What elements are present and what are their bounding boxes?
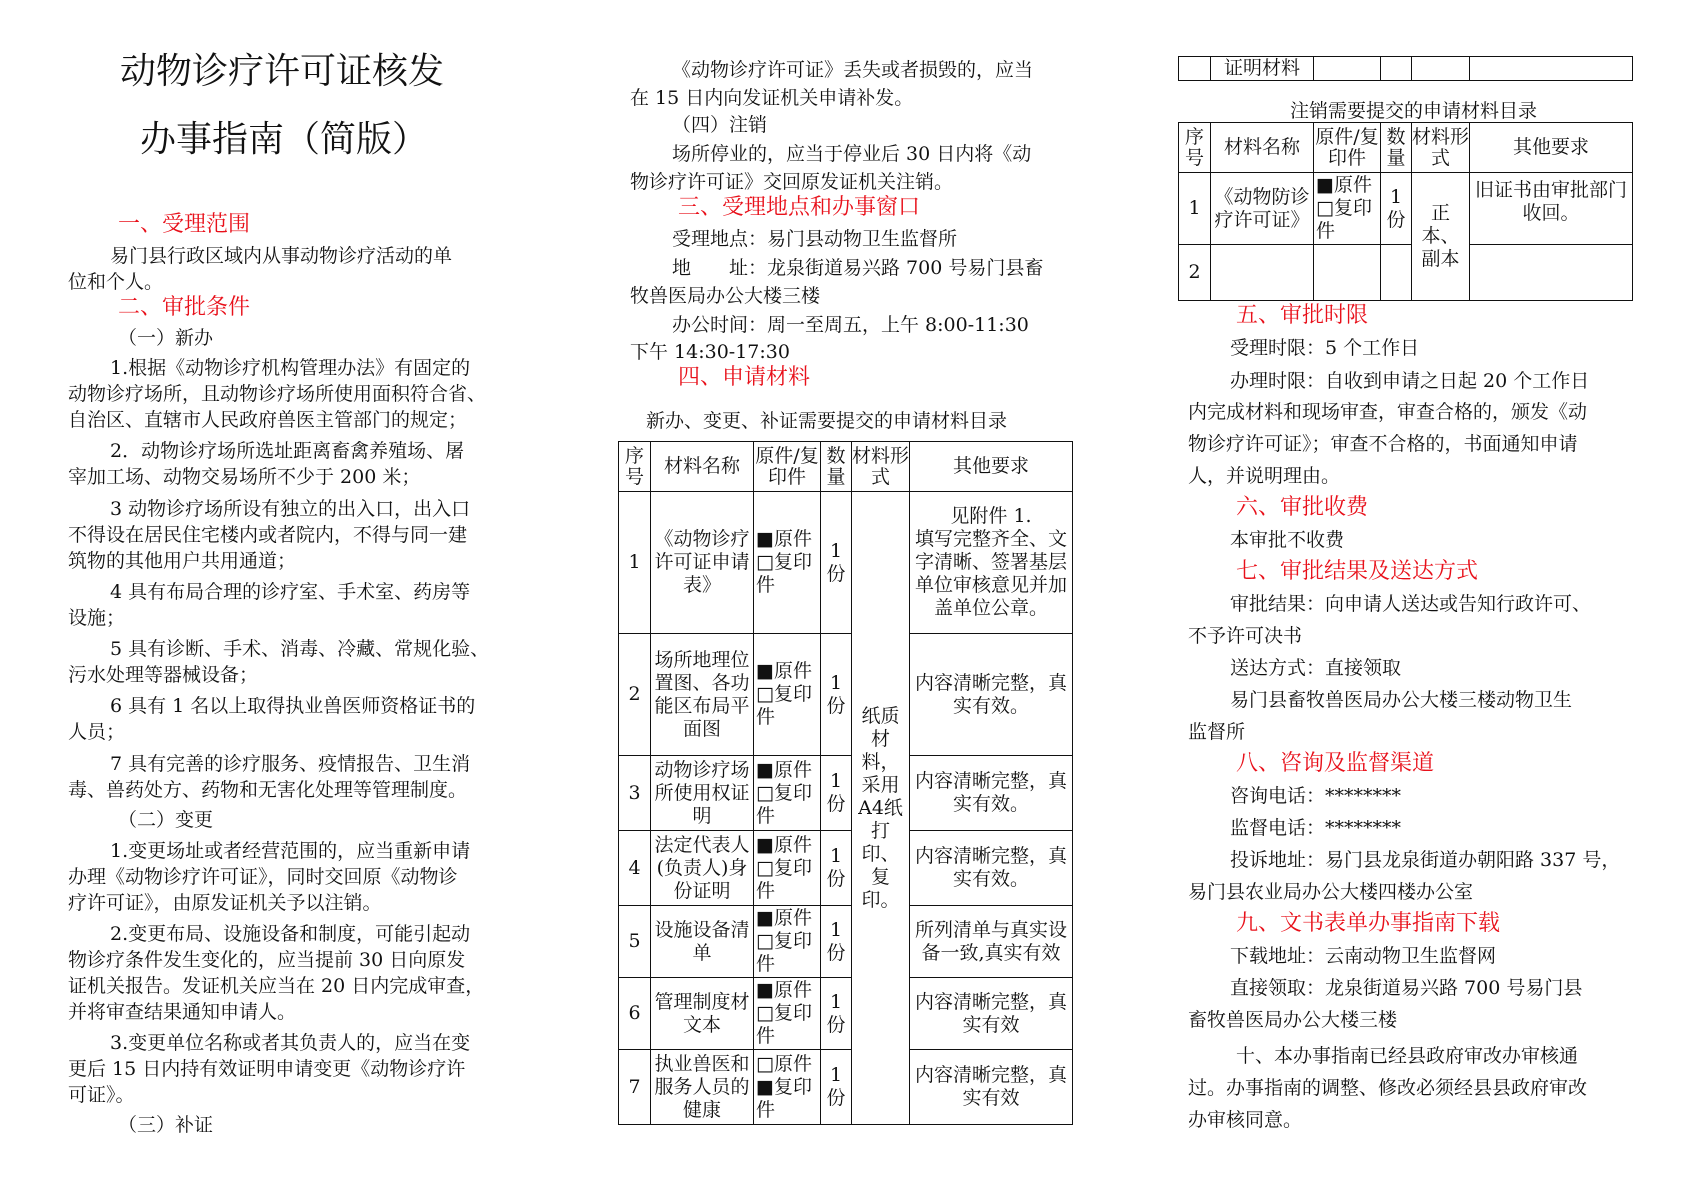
paragraph-line: 场所停业的，应当于停业后 30 日内将《动 bbox=[672, 143, 1032, 165]
paragraph-line: 下午 14:30-17:30 bbox=[630, 341, 790, 363]
row-no: 5 bbox=[619, 906, 651, 978]
paragraph-line: 2．动物诊疗场所选址距离畜禽养殖场、屠 bbox=[110, 440, 465, 462]
orig-checkbox: ■原件 bbox=[756, 833, 812, 856]
row-req: 内容清晰完整，真实有效。 bbox=[910, 634, 1073, 756]
copy-checkbox: □复印件 bbox=[756, 930, 812, 975]
row-no: 2 bbox=[1179, 245, 1211, 301]
paragraph-line: 4 具有布局合理的诊疗室、手术室、药房等 bbox=[110, 581, 471, 603]
orig-checkbox: ■原件 bbox=[756, 907, 812, 929]
table1-caption: 新办、变更、补证需要提交的申请材料目录 bbox=[646, 410, 1008, 432]
orig-checkbox: ■原件 bbox=[756, 979, 812, 1001]
paragraph-line: 6 具有 1 名以上取得执业兽医师资格证书的 bbox=[110, 695, 476, 717]
row-req: 旧证书由审批部门收回。 bbox=[1470, 173, 1633, 245]
row-no: 7 bbox=[619, 1050, 651, 1125]
orig-checkbox: ■原件 bbox=[756, 660, 812, 682]
row-qty: 1份 bbox=[821, 634, 852, 756]
section-heading-fees: 六、审批收费 bbox=[1236, 495, 1369, 520]
row-name: 执业兽医和服务人员的健康 bbox=[651, 1050, 754, 1125]
row-qty: 1份 bbox=[821, 831, 852, 906]
section-heading-download: 九、文书表单办事指南下载 bbox=[1236, 911, 1501, 936]
copy-checkbox: □复印件 bbox=[756, 781, 812, 827]
orig-checkbox: ■原件 bbox=[756, 528, 812, 550]
paragraph-line: 本审批不收费 bbox=[1230, 529, 1345, 551]
paragraph-line: 审批结果：向申请人送达或告知行政许可、 bbox=[1230, 593, 1592, 615]
paragraph-line: 投诉地址：易门县龙泉街道办朝阳路 337 号， bbox=[1230, 849, 1621, 871]
header-req-text: 其他要求 bbox=[952, 455, 1029, 477]
paragraph-line: 受理地点：易门县动物卫生监督所 bbox=[672, 228, 958, 250]
paragraph-line: 《动物诊疗许可证》丢失或者损毁的，应当 bbox=[672, 59, 1034, 81]
paragraph-line: 宰加工场、动物交易场所不少于 200 米； bbox=[68, 466, 421, 488]
header-form-text: 材料形式 bbox=[852, 444, 910, 488]
header-req-text: 其他要求 bbox=[1512, 136, 1589, 158]
paragraph-line: 人员； bbox=[68, 721, 126, 743]
paragraph-line: 不予许可决书 bbox=[1188, 625, 1303, 647]
row-qty: 1份 bbox=[821, 906, 852, 978]
paragraph-line: 过。办事指南的调整、修改必须经县县政府审改 bbox=[1188, 1077, 1588, 1099]
row-req: 所列清单与真实设备一致,真实有效 bbox=[910, 906, 1073, 978]
paragraph-line: 易门县畜牧兽医局办公大楼三楼动物卫生 bbox=[1230, 689, 1573, 711]
paragraph-line: 办审核同意。 bbox=[1188, 1109, 1303, 1131]
row-req: 内容清晰完整，真实有效。 bbox=[910, 831, 1073, 906]
paragraph-line: 易门县农业局办公大楼四楼办公室 bbox=[1188, 881, 1474, 903]
paragraph-line: 污水处理等器械设备； bbox=[68, 664, 259, 686]
row-no: 1 bbox=[619, 492, 651, 634]
document-title-line1: 动物诊疗许可证核发 bbox=[120, 51, 445, 92]
paragraph-line: 办理《动物诊疗许可证》，同时交回原《动物诊 bbox=[68, 866, 458, 888]
copy-checkbox: □复印件 bbox=[1316, 197, 1372, 242]
row-qty: 1份 bbox=[821, 756, 852, 831]
paragraph-line: 可证》。 bbox=[68, 1084, 135, 1106]
paragraph-line: 设施； bbox=[68, 607, 126, 629]
paragraph-line: 畜牧兽医局办公大楼三楼 bbox=[1188, 1009, 1398, 1031]
paragraph-line: 受理时限：5 个工作日 bbox=[1230, 337, 1420, 359]
subheading-new: （一）新办 bbox=[118, 327, 214, 349]
paragraph-line: 物诊疗条件发生变化的，应当提前 30 日向原发 bbox=[68, 949, 466, 971]
paragraph-line: 自治区、直辖市人民政府兽医主管部门的规定； bbox=[68, 409, 468, 431]
row-name: 《动物防诊疗许可证》 bbox=[1211, 173, 1314, 245]
paragraph-line: 牧兽医局办公大楼三楼 bbox=[630, 285, 821, 307]
row-qty: 1份 bbox=[1381, 173, 1412, 245]
copy-checkbox: □复印件 bbox=[756, 551, 812, 596]
row-name: 场所地理位置图、各功能区布局平面图 bbox=[651, 634, 754, 756]
row-name: 《动物诊疗许可证申请表》 bbox=[651, 492, 754, 634]
paragraph-line: 人，并说明理由。 bbox=[1188, 465, 1341, 487]
consult-phone: 咨询电话：******** bbox=[1230, 785, 1402, 807]
header-qty-text: 数量 bbox=[1386, 125, 1406, 169]
paragraph-line: 下载地址：云南动物卫生监督网 bbox=[1230, 945, 1497, 967]
orig-checkbox: ■原件 bbox=[1316, 174, 1372, 196]
paragraph-line: 办理时限：自收到申请之日起 20 个工作日 bbox=[1230, 370, 1590, 392]
header-qty-text: 数量 bbox=[826, 444, 846, 488]
section-heading-consult: 八、咨询及监督渠道 bbox=[1236, 751, 1435, 776]
row-form: 正本、副本 bbox=[1412, 173, 1470, 301]
orig-checkbox: □原件 bbox=[756, 1052, 812, 1075]
paragraph-line: 位和个人。 bbox=[68, 271, 164, 293]
row-no: 6 bbox=[619, 978, 651, 1050]
copy-checkbox: □复印件 bbox=[756, 856, 812, 902]
row-qty: 1份 bbox=[821, 492, 852, 634]
row-name: 证明材料 bbox=[1211, 57, 1314, 81]
row-req: 见附件 1. 填写完整齐全、文字清晰、签署基层单位审核意见并加盖单位公章。 bbox=[910, 492, 1073, 634]
subheading-change: （二）变更 bbox=[118, 809, 214, 831]
section-heading-materials: 四、申请材料 bbox=[678, 365, 811, 390]
paragraph-line: 十、本办事指南已经县政府审改办审核通 bbox=[1236, 1045, 1579, 1067]
paragraph-line: 2.变更布局、设施设备和制度，可能引起动 bbox=[110, 923, 471, 945]
paragraph-line: 更后 15 日内持有效证明申请变更《动物诊疗许 bbox=[68, 1058, 466, 1080]
header-orig-text: 原件/复印件 bbox=[755, 444, 819, 488]
row-no: 2 bbox=[619, 634, 651, 756]
header-no-text: 序号 bbox=[1184, 125, 1204, 169]
row-qty: 1份 bbox=[821, 1050, 852, 1125]
paragraph-line: 物诊疗许可证》；审查不合格的，书面通知申请 bbox=[1188, 433, 1578, 455]
header-name-text: 材料名称 bbox=[1223, 136, 1300, 158]
paragraph-line: 3 动物诊疗场所设有独立的出入口，出入口 bbox=[110, 498, 471, 520]
row-qty: 1份 bbox=[821, 978, 852, 1050]
paragraph-line: 毒、兽药处方、药物和无害化处理等管理制度。 bbox=[68, 779, 468, 801]
paragraph-line: 5 具有诊断、手术、消毒、冷藏、常规化验、 bbox=[110, 638, 490, 660]
paragraph-line: 筑物的其他用户共用通道； bbox=[68, 550, 297, 572]
row-req: 内容清晰完整，真实有效 bbox=[910, 978, 1073, 1050]
paragraph-line: 3.变更单位名称或者其负责人的，应当在变 bbox=[110, 1032, 471, 1054]
row-no: 3 bbox=[619, 756, 651, 831]
section-heading-scope: 一、受理范围 bbox=[118, 212, 251, 237]
paragraph-line: 地 址：龙泉街道易兴路 700 号易门县畜 bbox=[672, 257, 1044, 279]
copy-checkbox: □复印件 bbox=[756, 1002, 812, 1047]
subheading-reissue: （三）补证 bbox=[118, 1114, 214, 1136]
paragraph-line: 疗许可证》，由原发证机关予以注销。 bbox=[68, 892, 382, 914]
row-name: 动物诊疗场所使用权证明 bbox=[651, 756, 754, 831]
section-heading-conditions: 二、审批条件 bbox=[118, 295, 251, 320]
paragraph-line: 办公时间：周一至周五，上午 8:00-11:30 bbox=[672, 314, 1029, 336]
paragraph-line: 并将审查结果通知申请人。 bbox=[68, 1001, 297, 1023]
section-heading-results: 七、审批结果及送达方式 bbox=[1236, 559, 1479, 584]
paragraph-line: 送达方式：直接领取 bbox=[1230, 657, 1402, 679]
paragraph-line: 直接领取：龙泉街道易兴路 700 号易门县 bbox=[1230, 977, 1583, 999]
row-name: 设施设备清单 bbox=[651, 906, 754, 978]
row-no: 4 bbox=[619, 831, 651, 906]
row-no: 1 bbox=[1179, 173, 1211, 245]
copy-checkbox: □复印件 bbox=[756, 683, 812, 728]
paragraph-line: 在 15 日内向发证机关申请补发。 bbox=[630, 87, 914, 109]
row-req: 内容清晰完整，真实有效 bbox=[910, 1050, 1073, 1125]
paragraph-line: 内完成材料和现场审查，审查合格的，颁发《动 bbox=[1188, 401, 1588, 423]
paragraph-line: 证机关报告。发证机关应当在 20 日内完成审查， bbox=[68, 975, 485, 997]
copy-checkbox: ■复印件 bbox=[756, 1075, 812, 1121]
supervise-phone: 监督电话：******** bbox=[1230, 817, 1402, 839]
header-form-text: 材料形式 bbox=[1412, 125, 1470, 169]
section-heading-location: 三、受理地点和办事窗口 bbox=[678, 195, 921, 220]
row-form: 纸质材料，采用A4纸打印、复印。 bbox=[852, 492, 910, 1125]
row-req: 内容清晰完整，真实有效。 bbox=[910, 756, 1073, 831]
section-heading-time-limit: 五、审批时限 bbox=[1236, 303, 1369, 328]
paragraph-line: 1.变更场址或者经营范围的，应当重新申请 bbox=[110, 840, 471, 862]
row-name: 管理制度材文本 bbox=[651, 978, 754, 1050]
paragraph-line: 监督所 bbox=[1188, 721, 1246, 743]
subheading-cancel: （四）注销 bbox=[672, 114, 768, 136]
paragraph-line: 动物诊疗场所，且动物诊疗场所使用面积符合省、 bbox=[68, 383, 487, 405]
paragraph-line: 物诊疗许可证》交回原发证机关注销。 bbox=[630, 171, 954, 193]
header-no-text: 序号 bbox=[624, 444, 644, 488]
paragraph-line: 易门县行政区域内从事动物诊疗活动的单 bbox=[110, 245, 453, 267]
orig-checkbox: ■原件 bbox=[756, 758, 812, 781]
paragraph-line: 不得设在居民住宅楼内或者院内，不得与同一建 bbox=[68, 524, 468, 546]
table2-caption: 注销需要提交的申请材料目录 bbox=[1290, 100, 1538, 122]
document-title-line2: 办事指南（简版） bbox=[140, 119, 429, 160]
paragraph-line: 7 具有完善的诊疗服务、疫情报告、卫生消 bbox=[110, 753, 471, 775]
paragraph-line: 1.根据《动物诊疗机构管理办法》有固定的 bbox=[110, 357, 471, 379]
header-orig-text: 原件/复印件 bbox=[1315, 125, 1379, 169]
row-name: 法定代表人(负责人)身份证明 bbox=[651, 831, 754, 906]
header-name-text: 材料名称 bbox=[663, 455, 740, 477]
